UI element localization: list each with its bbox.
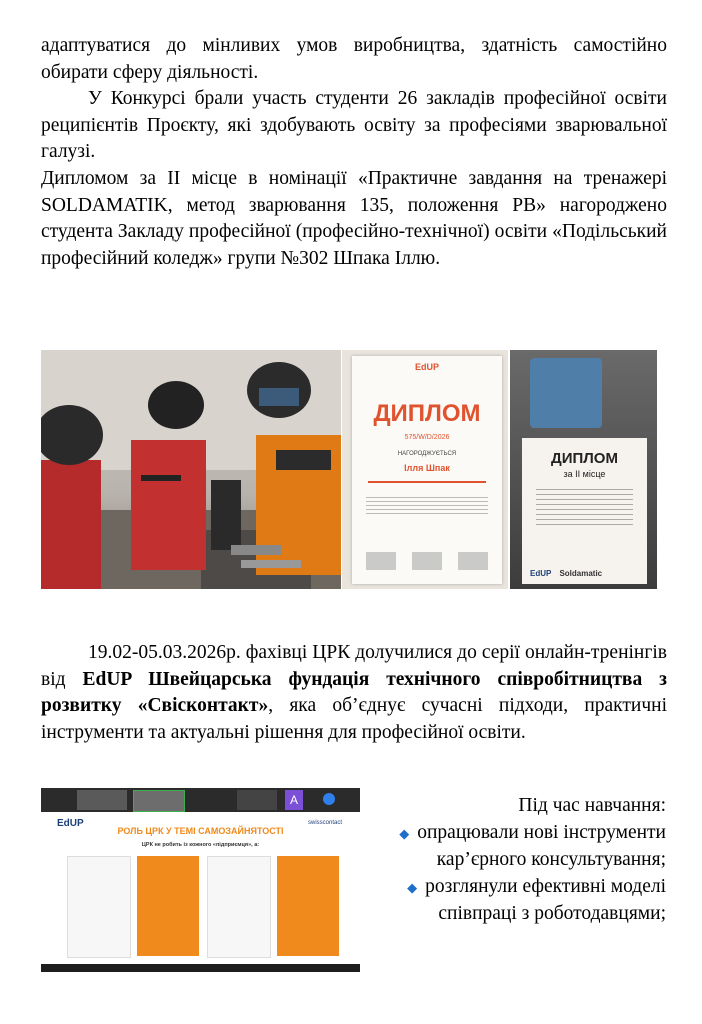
paragraph-diploma-award: Дипломом за ІІ місце в номінації «Практичне завдання на тренажері SOLDAMATIK, метод зварювання 135, положення PB» нагороджено студента Закладу професійної (професійно-технічної) освіти «Подільський професійний коледж» групи №302 Шпака Іллю. — [41, 168, 667, 269]
participant-video — [237, 790, 277, 810]
diamond-bullet-icon: ◆ — [407, 879, 418, 895]
diploma-brand: EdUP — [414, 362, 439, 372]
trainings-text: 19.02-05.03.2026р. фахівці ЦРК долучилися до серії онлайн-тренінгів від — [41, 642, 667, 690]
training-intro: Під час навчання: — [518, 795, 666, 816]
slide-column — [277, 856, 339, 956]
slide-partner: swisscontact — [307, 820, 342, 826]
paragraph-trainings — [41, 640, 667, 746]
framed-diploma-title: ДИПЛОМ — [551, 450, 618, 467]
slide-subtitle: ЦРК не робить із кожного «підприємця», а: — [141, 842, 260, 848]
slide-column — [67, 856, 131, 958]
slide-column — [207, 856, 271, 958]
trainings-organizer: EdUP Швейцарська фундація технічного співробітництва з розвитку «Свісконтакт» — [41, 668, 667, 716]
training-results — [396, 793, 666, 928]
participant-video — [77, 790, 127, 810]
training-screenshot — [41, 788, 360, 972]
record-icon — [323, 793, 335, 805]
slide-column — [137, 856, 199, 956]
slide-brand: EdUP — [57, 818, 84, 829]
paragraph-participants: У Конкурсі брали участь студенти 26 закладів професійної освіти реципієнтів Проєкту, які здобувають освіту за професіями зварювальної галузі. — [41, 88, 667, 162]
training-item: ◆ розглянули ефективні моделі співпраці з роботодавцями; — [407, 875, 666, 924]
diamond-bullet-icon: ◆ — [399, 825, 410, 841]
framed-diploma-partner: Soldamatic — [559, 569, 603, 578]
diploma-photo — [342, 350, 508, 589]
paragraph-continuation: адаптуватися до мінливих умов виробництва, здатність самостійно обирати сферу діяльності. — [41, 35, 667, 83]
participant-video — [133, 790, 185, 812]
framed-diploma-place: за ІІ місце — [563, 469, 606, 479]
workshop-photo — [41, 350, 341, 589]
trainings-text-end: , яка об’єднує сучасні підходи, практичні інструменти та актуальні рішення для професійної освіти. — [41, 695, 667, 743]
diploma-title: ДИПЛОМ — [373, 400, 481, 427]
diploma-number: 575/W/D/2026 — [404, 434, 450, 441]
diploma-awarded-label: НАГОРОДЖУЄТЬСЯ — [397, 451, 457, 457]
training-item: ◆ опрацювали нові інструменти кар’єрного консультування; — [399, 821, 666, 870]
framed-diploma-brand: EdUP — [530, 569, 552, 578]
slide-title: РОЛЬ ЦРК У ТЕМІ САМОЗАЙНЯТОСТІ — [117, 826, 284, 836]
framed-diploma-photo — [510, 350, 657, 589]
participant-avatar: A — [285, 790, 303, 810]
diploma-recipient-name: Ілля Шпак — [404, 463, 450, 473]
